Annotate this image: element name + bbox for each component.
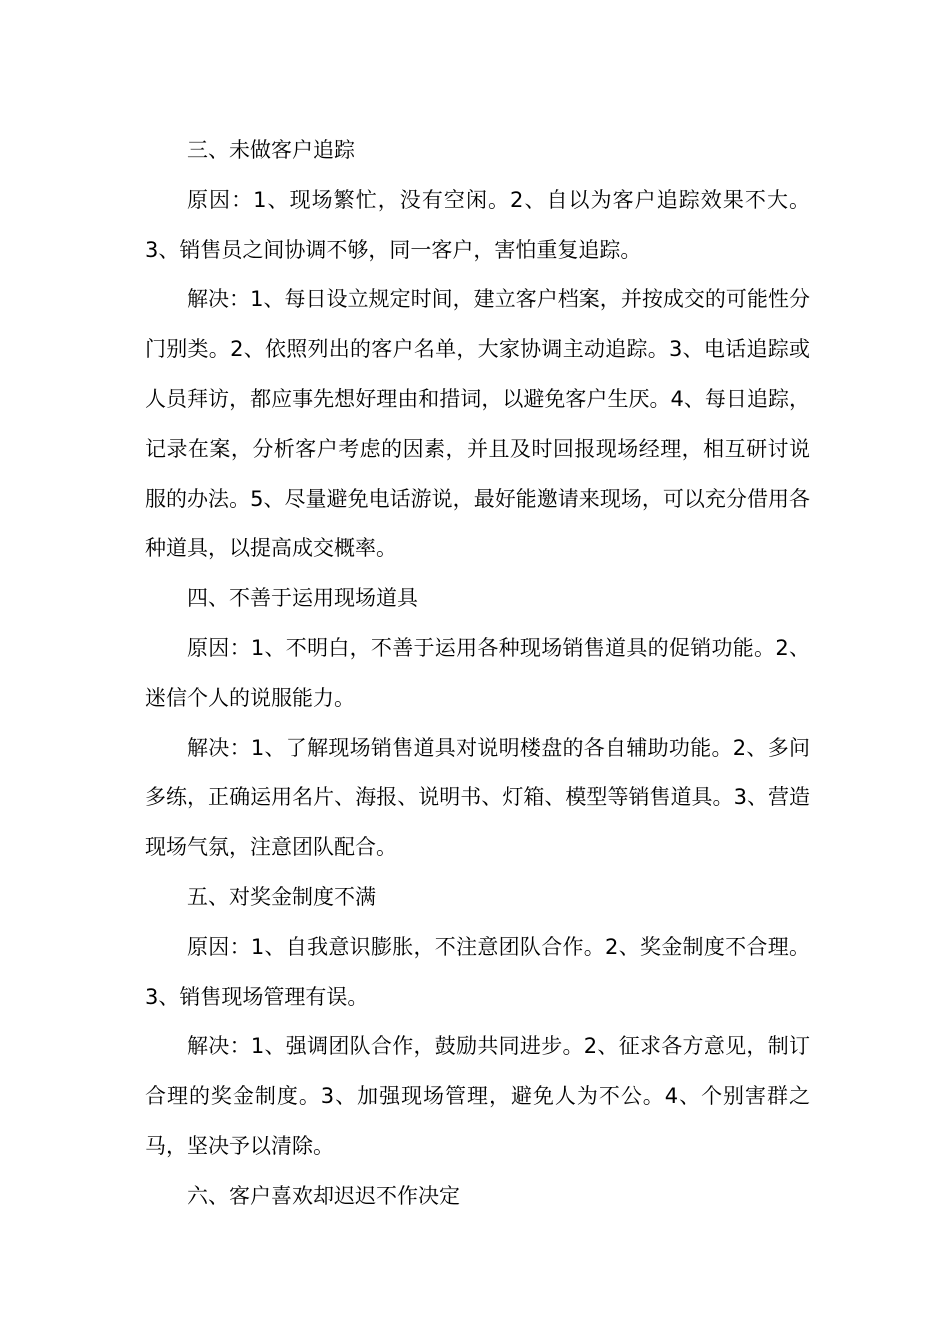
cause-paragraph-5: 原因：1、自我意识膨胀，不注意团队合作。2、奖金制度不合理。3、销售现场管理有误。 — [145, 934, 810, 1009]
document-body — [145, 126, 810, 1222]
section-heading-6: 六、客户喜欢却迟迟不作决定 — [187, 1183, 460, 1208]
solution-paragraph-5: 解决：1、强调团队合作，鼓励共同进步。2、征求各方意见，制订合理的奖金制度。3、加强现场管理，避免人为不公。4、个别害群之马，坚决予以清除。 — [145, 1034, 810, 1158]
solution-paragraph-4: 解决：1、了解现场销售道具对说明楼盘的各自辅助功能。2、多问多练，正确运用名片、海报、说明书、灯箱、模型等销售道具。3、营造现场气氛，注意团队配合。 — [145, 735, 810, 860]
cause-paragraph-3: 原因：1、现场繁忙，没有空闲。2、自以为客户追踪效果不大。3、销售员之间协调不够，同一客户，害怕重复追踪。 — [145, 187, 810, 262]
solution-paragraph-3: 解决：1、每日设立规定时间，建立客户档案，并按成交的可能性分门别类。2、依照列出的客户名单，大家协调主动追踪。3、电话追踪或人员拜访，都应事先想好理由和措词，以避免客户生厌。4、每日追踪，记录在案，分析客户考虑的因素，并且及时回报现场经理，相互研讨说服的办法。5、尽量避免电话游说，最好能邀请来现场，可以充分借用各种道具，以提高成交概率。 — [145, 287, 810, 561]
cause-paragraph-4: 原因：1、不明白，不善于运用各种现场销售道具的促销功能。2、迷信个人的说服能力。 — [145, 635, 810, 710]
section-heading-5: 五、对奖金制度不满 — [187, 884, 376, 909]
section-heading-4: 四、不善于运用现场道具 — [187, 586, 418, 611]
section-heading-3: 三、未做客户追踪 — [187, 138, 355, 162]
